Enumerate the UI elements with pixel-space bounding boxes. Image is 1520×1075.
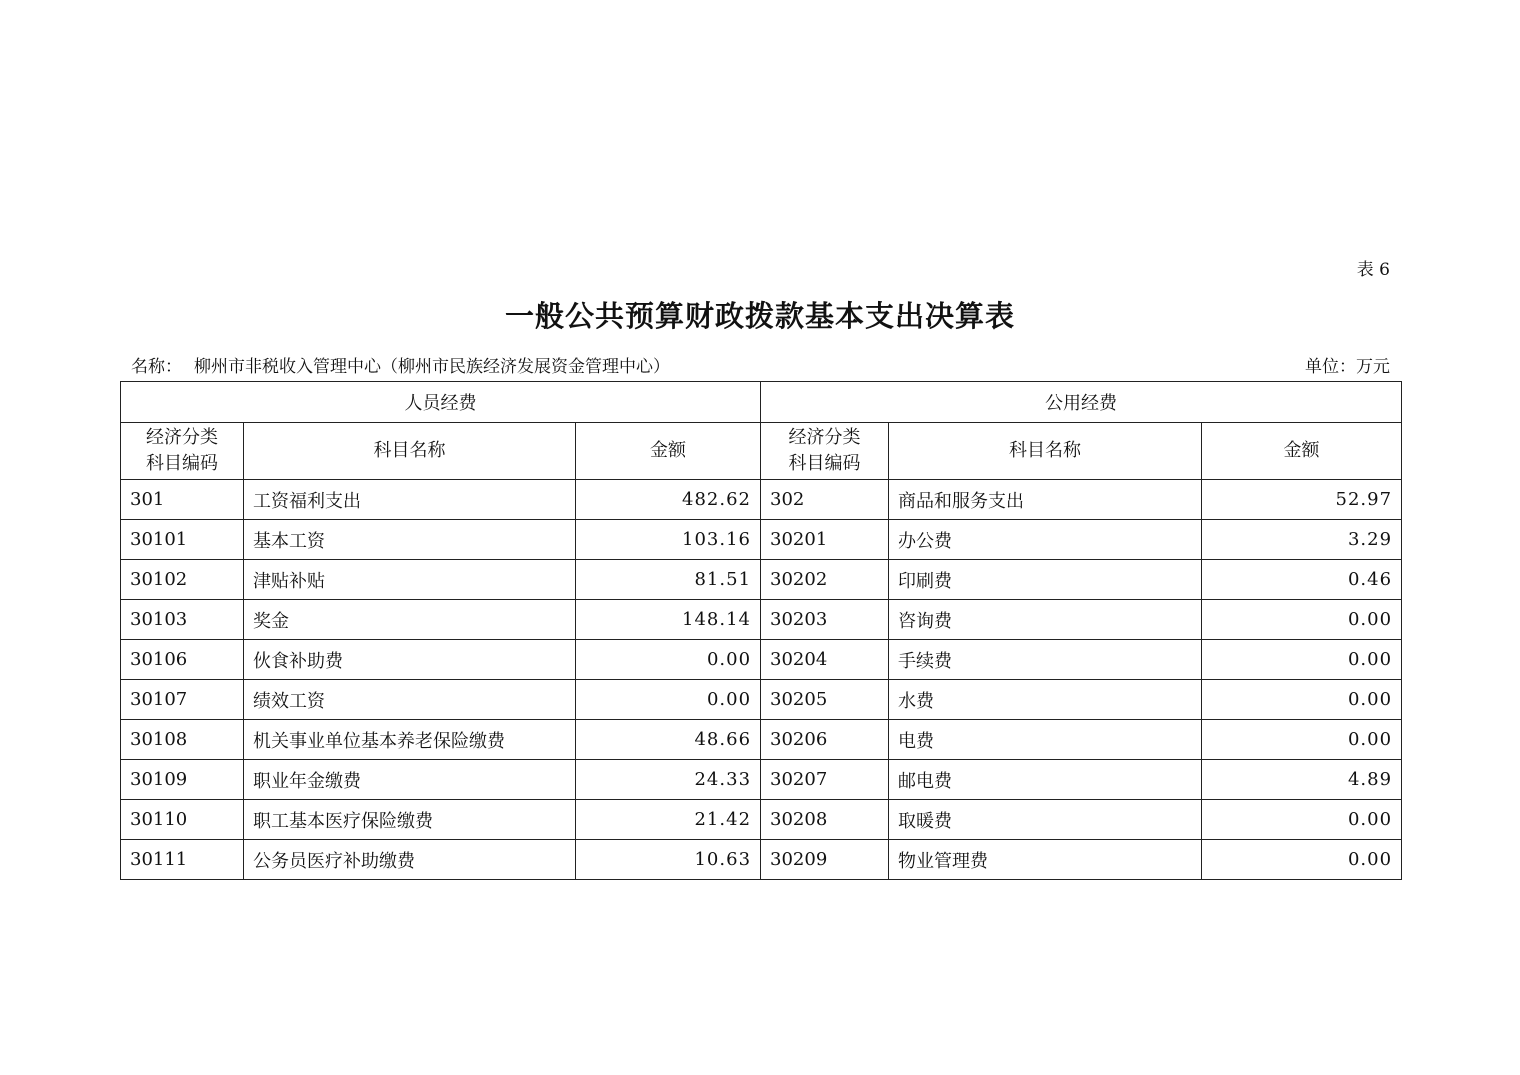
public-code-cell: 30203 [761,600,889,640]
page-title: 一般公共预算财政拨款基本支出决算表 [504,299,1015,333]
table-row [121,480,1402,520]
personnel-amount-cell: 81.51 [576,560,761,600]
table-row [121,720,1402,760]
public-name-cell: 物业管理费 [889,840,1202,880]
public-name-cell: 商品和服务支出 [889,480,1202,520]
table-row [121,640,1402,680]
public-amount-cell: 4.89 [1202,760,1402,800]
public-amount-cell: 0.00 [1202,640,1402,680]
personnel-code-cell: 30103 [121,600,244,640]
public-code-cell: 30208 [761,800,889,840]
personnel-amount-cell: 24.33 [576,760,761,800]
personnel-code-cell: 30107 [121,680,244,720]
code-header-line2: 科目编码 [788,453,861,474]
public-name-cell: 电费 [889,720,1202,760]
personnel-amount-cell: 148.14 [576,600,761,640]
code-header-line1: 经济分类 [788,427,861,448]
public-code-cell: 30206 [761,720,889,760]
public-amount-cell: 0.00 [1202,720,1402,760]
public-name-cell: 办公费 [889,520,1202,560]
public-name-header: 科目名称 [889,423,1202,480]
public-code-cell: 30209 [761,840,889,880]
public-name-cell: 水费 [889,680,1202,720]
public-code-cell: 302 [761,480,889,520]
public-name-cell: 取暖费 [889,800,1202,840]
public-expenses-header: 公用经费 [761,382,1402,423]
public-code-cell: 30201 [761,520,889,560]
column-header-row [121,423,1402,480]
personnel-code-cell: 30111 [121,840,244,880]
personnel-name-header: 科目名称 [244,423,576,480]
personnel-amount-cell: 103.16 [576,520,761,560]
public-code-cell: 30204 [761,640,889,680]
public-code-cell: 30205 [761,680,889,720]
personnel-expenses-header: 人员经费 [121,382,761,423]
personnel-name-cell: 工资福利支出 [244,480,576,520]
public-amount-cell: 0.00 [1202,680,1402,720]
personnel-amount-cell: 0.00 [576,640,761,680]
personnel-name-cell: 机关事业单位基本养老保险缴费 [244,720,576,760]
personnel-amount-cell: 48.66 [576,720,761,760]
personnel-code-header [121,423,244,480]
personnel-code-cell: 30101 [121,520,244,560]
public-name-cell: 咨询费 [889,600,1202,640]
public-amount-cell: 0.46 [1202,560,1402,600]
public-code-cell: 30202 [761,560,889,600]
table-row [121,800,1402,840]
expenditure-table [120,381,1402,880]
table-row [121,760,1402,800]
personnel-name-cell: 职业年金缴费 [244,760,576,800]
public-amount-cell: 52.97 [1202,480,1402,520]
name-label: 名称： [131,357,182,377]
personnel-name-cell: 奖金 [244,600,576,640]
organization-name: 柳州市非税收入管理中心（柳州市民族经济发展资金管理中心） [194,357,670,377]
table-row [121,680,1402,720]
personnel-amount-cell: 10.63 [576,840,761,880]
personnel-amount-cell: 0.00 [576,680,761,720]
personnel-name-cell: 职工基本医疗保险缴费 [244,800,576,840]
personnel-code-cell: 30106 [121,640,244,680]
code-header-line1: 经济分类 [146,427,218,448]
personnel-name-cell: 基本工资 [244,520,576,560]
group-header-row [121,382,1402,423]
personnel-code-cell: 30109 [121,760,244,800]
personnel-amount-cell: 482.62 [576,480,761,520]
personnel-amount-header: 金额 [576,423,761,480]
table-row [121,560,1402,600]
personnel-name-cell: 公务员医疗补助缴费 [244,840,576,880]
personnel-code-cell: 301 [121,480,244,520]
personnel-code-cell: 30110 [121,800,244,840]
public-amount-header: 金额 [1202,423,1402,480]
unit-label: 单位：万元 [1305,357,1390,377]
public-amount-cell: 0.00 [1202,600,1402,640]
public-name-cell: 邮电费 [889,760,1202,800]
table-row [121,600,1402,640]
personnel-code-cell: 30102 [121,560,244,600]
personnel-name-cell: 津贴补贴 [244,560,576,600]
public-name-cell: 手续费 [889,640,1202,680]
public-amount-cell: 0.00 [1202,800,1402,840]
public-code-cell: 30207 [761,760,889,800]
public-code-header [761,423,889,480]
table-row [121,520,1402,560]
personnel-code-cell: 30108 [121,720,244,760]
public-name-cell: 印刷费 [889,560,1202,600]
personnel-name-cell: 伙食补助费 [244,640,576,680]
public-amount-cell: 3.29 [1202,520,1402,560]
personnel-amount-cell: 21.42 [576,800,761,840]
personnel-name-cell: 绩效工资 [244,680,576,720]
code-header-line2: 科目编码 [146,453,218,474]
table-number: 表 6 [1356,260,1390,280]
public-amount-cell: 0.00 [1202,840,1402,880]
table-row [121,840,1402,880]
